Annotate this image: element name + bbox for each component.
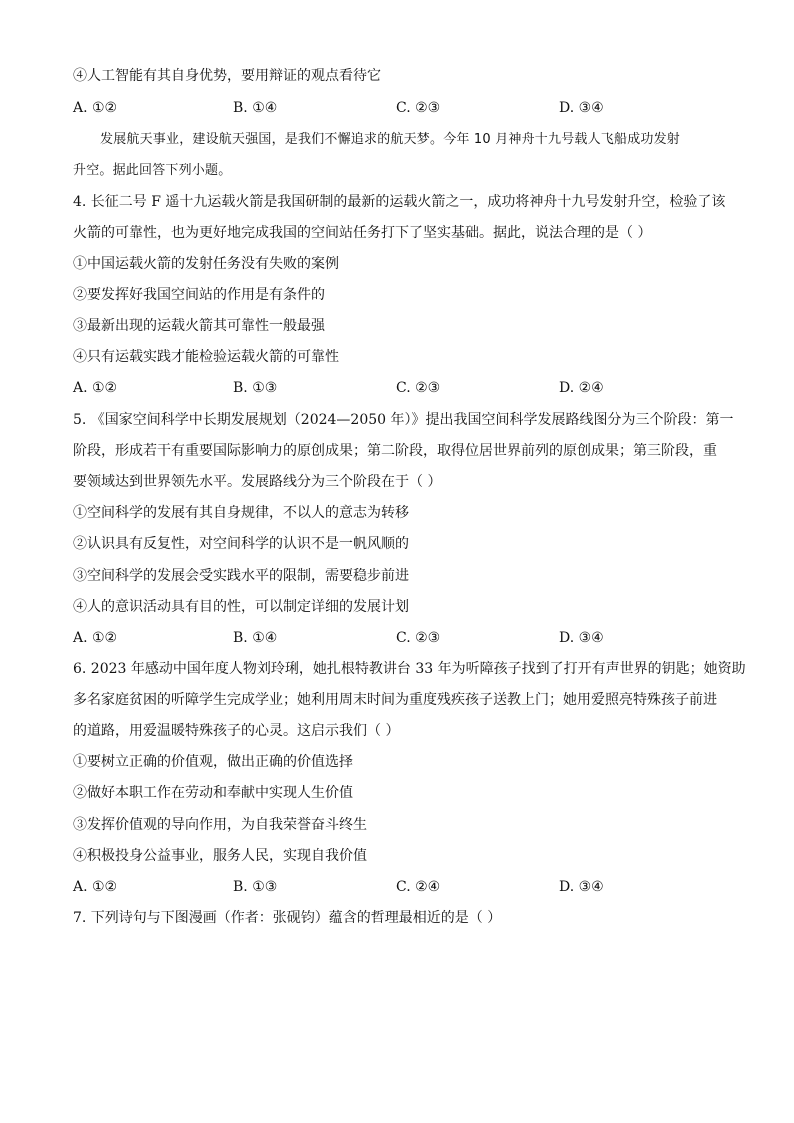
q6-option-d: D. ③④ bbox=[559, 879, 604, 895]
q4-item-3: ③最新出现的运载火箭其可靠性一般最强 bbox=[73, 318, 325, 334]
q6-option-b: B. ①③ bbox=[233, 879, 278, 895]
q3-options bbox=[73, 98, 733, 118]
passage-line-1: 发展航天事业，建设航天强国，是我们不懈追求的航天梦。今年 10 月神舟十九号载人飞船成功发射 bbox=[100, 132, 681, 147]
q5-stem-line-2: 阶段，形成若干有重要国际影响力的原创成果；第二阶段，取得位居世界前列的原创成果；第三阶段，重 bbox=[73, 443, 717, 459]
q6-item-1: ①要树立正确的价值观，做出正确的价值选择 bbox=[73, 754, 353, 770]
q5-option-c: C. ②③ bbox=[396, 630, 441, 646]
q4-item-2: ②要发挥好我国空间站的作用是有条件的 bbox=[73, 287, 325, 303]
q5-item-1: ①空间科学的发展有其自身规律，不以人的意志为转移 bbox=[73, 505, 409, 521]
q4-item-4: ④只有运载实践才能检验运载火箭的可靠性 bbox=[73, 349, 339, 365]
q7-stem-line-1: 7. 下列诗句与下图漫画（作者：张砚钧）蕴含的哲理最相近的是（ ） bbox=[73, 910, 502, 926]
q4-option-b: B. ①③ bbox=[233, 380, 278, 396]
q6-option-a: A. ①② bbox=[73, 879, 118, 895]
q5-stem-line-3: 要领域达到世界领先水平。发展路线分为三个阶段在于（ ） bbox=[73, 474, 442, 490]
q4-item-1: ①中国运载火箭的发射任务没有失败的案例 bbox=[73, 256, 339, 272]
q4-stem-line-1: 4. 长征二号 F 遥十九运载火箭是我国研制的最新的运载火箭之一，成功将神舟十九号发射升空，检验了该 bbox=[73, 194, 726, 210]
q6-item-3: ③发挥价值观的导向作用，为自我荣誉奋斗终生 bbox=[73, 817, 367, 833]
q4-stem-line-2: 火箭的可靠性，也为更好地完成我国的空间站任务打下了坚实基础。据此，说法合理的是（ ） bbox=[73, 225, 652, 241]
q5-option-d: D. ③④ bbox=[559, 630, 604, 646]
q4-options bbox=[73, 378, 733, 398]
q6-option-c: C. ②④ bbox=[396, 879, 441, 895]
q6-item-4: ④积极投身公益事业，服务人民，实现自我价值 bbox=[73, 848, 367, 864]
q4-option-c: C. ②③ bbox=[396, 380, 441, 396]
q3-option-c: C. ②③ bbox=[396, 100, 441, 116]
q6-item-2: ②做好本职工作在劳动和奉献中实现人生价值 bbox=[73, 785, 353, 801]
passage-line-2: 升空。据此回答下列小题。 bbox=[73, 163, 232, 178]
q5-option-a: A. ①② bbox=[73, 630, 118, 646]
q6-stem-line-2: 多名家庭贫困的听障学生完成学业；她利用周末时间为重度残疾孩子送教上门；她用爱照亮特殊孩子前进 bbox=[73, 692, 717, 708]
q5-option-b: B. ①④ bbox=[233, 630, 278, 646]
q3-option-b: B. ①④ bbox=[233, 100, 278, 116]
q5-item-4: ④人的意识活动具有目的性，可以制定详细的发展计划 bbox=[73, 599, 409, 615]
q5-item-2: ②认识具有反复性，对空间科学的认识不是一帆风顺的 bbox=[73, 536, 409, 552]
q3-option-a: A. ①② bbox=[73, 100, 118, 116]
q5-options bbox=[73, 628, 733, 648]
q6-options bbox=[73, 877, 733, 897]
q3-option-d: D. ③④ bbox=[559, 100, 604, 116]
q4-option-d: D. ②④ bbox=[559, 380, 604, 396]
q5-item-3: ③空间科学的发展会受实践水平的限制，需要稳步前进 bbox=[73, 568, 409, 584]
q6-stem-line-3: 的道路，用爱温暖特殊孩子的心灵。这启示我们（ ） bbox=[73, 723, 400, 739]
q6-stem-line-1: 6. 2023 年感动中国年度人物刘玲琍，她扎根特教讲台 33 年为听障孩子找到了打开有声世界的钥匙；她资助 bbox=[73, 661, 746, 677]
q5-stem-line-1: 5. 《国家空间科学中长期发展规划（2024—2050 年）》提出我国空间科学发展路线图分为三个阶段：第一 bbox=[73, 412, 734, 428]
q3-item-4: ④人工智能有其自身优势，要用辩证的观点看待它 bbox=[73, 68, 381, 84]
q4-option-a: A. ①② bbox=[73, 380, 118, 396]
